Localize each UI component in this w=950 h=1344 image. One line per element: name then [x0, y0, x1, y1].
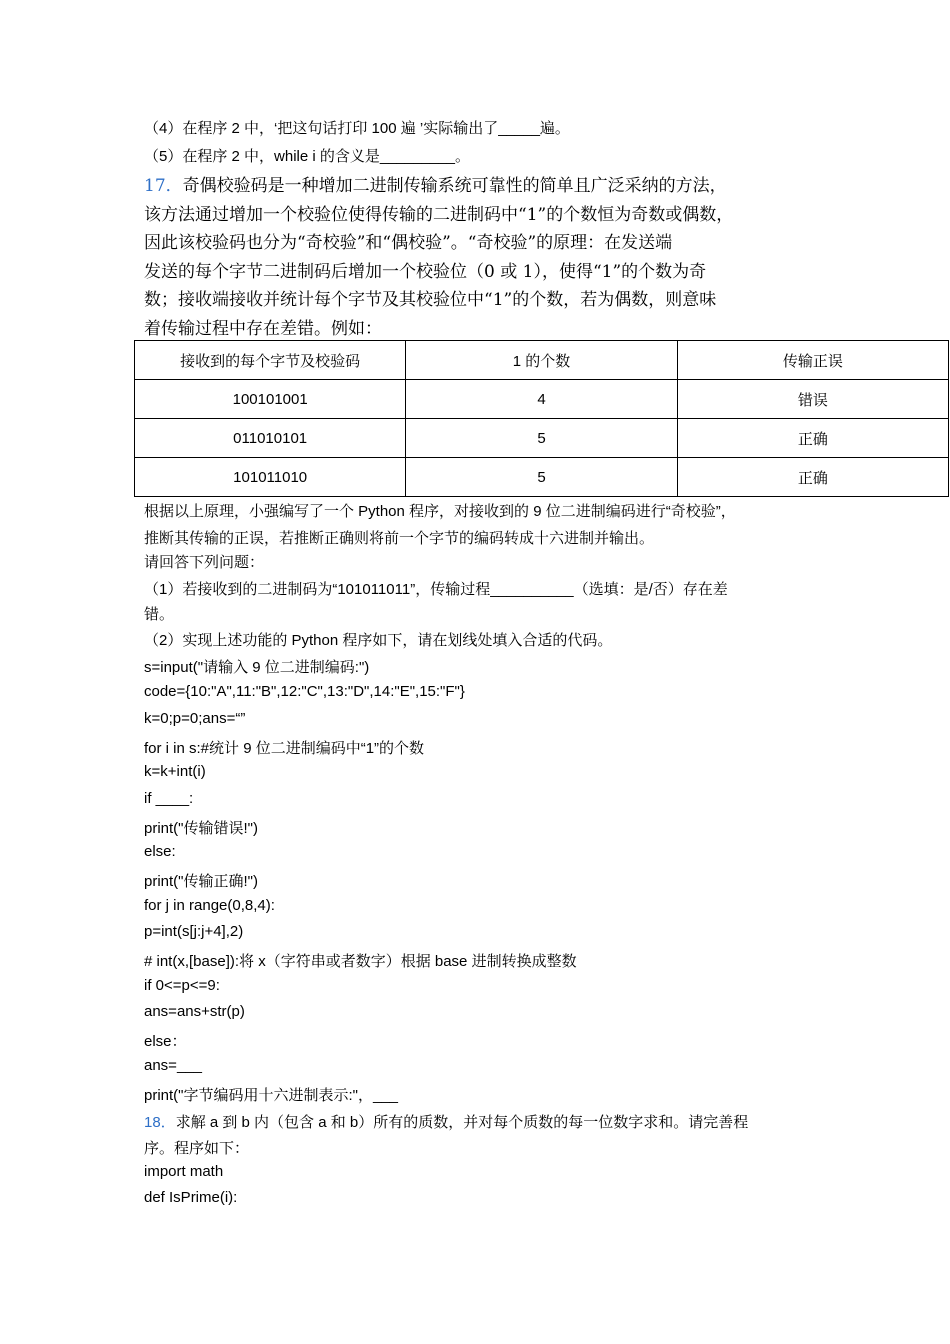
q18-intro-line: 序。程序如下：	[144, 1140, 250, 1157]
q17-text-line: 请回答下列问题：	[144, 554, 265, 571]
code-line: k=k+int(i)	[144, 763, 206, 780]
q17-intro-text: 奇偶校验码是一种增加二进制传输系统可靠性的简单且广泛采纳的方法，	[182, 176, 727, 196]
code-line: print("传输错误!")	[144, 820, 258, 837]
q17-text-line: 根据以上原理，小强编写了一个 Python 程序，对接收到的 9 位二进制编码进行“奇校验”，	[144, 503, 736, 520]
code-line: s=input("请输入 9 位二进制编码:")	[144, 659, 370, 676]
code-line: if 0<=p<=9:	[144, 977, 220, 994]
q18-intro-line	[144, 1111, 748, 1132]
table-cell: 101011010	[135, 458, 406, 497]
q17-number: 17．	[144, 176, 183, 196]
table-cell: 100101001	[135, 380, 406, 419]
code-line: ans=ans+str(p)	[144, 1003, 245, 1020]
q17-subquestion-1: （1）若接收到的二进制码为“101011011”，传输过程__________（选填：是/否）存在差	[144, 581, 728, 598]
table-header-cell: 传输正误	[677, 341, 948, 380]
table-header-cell: 接收到的每个字节及校验码	[135, 341, 406, 380]
code-line: for i in s:#统计 9 位二进制编码中“1”的个数	[144, 740, 425, 757]
code-line: if ____:	[144, 790, 194, 807]
table-cell: 4	[406, 380, 677, 419]
table-cell: 011010101	[135, 419, 406, 458]
q17-subquestion-2: （2）实现上述功能的 Python 程序如下，请在划线处填入合适的代码。	[144, 632, 613, 649]
q17-text-line: 推断其传输的正误，若推断正确则将前一个字节的编码转成十六进制并输出。	[144, 530, 655, 547]
table-row	[135, 419, 949, 458]
code-line: else：	[144, 1033, 187, 1050]
code-line: ans=___	[144, 1057, 202, 1074]
q17-text-line: 错。	[144, 606, 175, 623]
table-cell: 5	[406, 419, 677, 458]
table-row	[135, 458, 949, 497]
code-line: else:	[144, 843, 176, 860]
q17-intro-line: 因此该校验码也分为“奇校验”和“偶校验”。“奇校验”的原理：在发送端	[144, 233, 673, 253]
code-line: for j in range(0,8,4):	[144, 897, 275, 914]
q18-intro-text: 求解 a 到 b 内（包含 a 和 b）所有的质数，并对每个质数的每一位数字求和。请完善程	[175, 1114, 749, 1131]
code-line: print("传输正确!")	[144, 873, 258, 890]
code-line: def IsPrime(i):	[144, 1189, 238, 1206]
code-line: # int(x,[base]):将 x（字符串或者数字）根据 base 进制转换成整数	[144, 953, 577, 970]
q17-intro-line: 发送的每个字节二进制码后增加一个校验位（0 或 1），使得“1”的个数为奇	[144, 262, 707, 282]
q17-intro-line: 该方法通过增加一个校验位使得传输的二进制码中“1”的个数恒为奇数或偶数，	[144, 205, 734, 225]
table-header-row	[135, 341, 949, 380]
q17-intro-line: 数；接收端接收并统计每个字节及其校验位中“1”的个数，若为偶数，则意味	[144, 290, 717, 310]
code-line: print("字节编码用十六进制表示:"，___	[144, 1087, 399, 1104]
q17-intro-line	[144, 171, 727, 196]
q18-number: 18．	[144, 1114, 176, 1131]
code-line: code={10:"A",11:"B",12:"C",13:"D",14:"E",15:"F"}	[144, 683, 465, 700]
code-line: k=0;p=0;ans=“”	[144, 710, 246, 727]
q17-intro-line: 着传输过程中存在差错。例如：	[144, 319, 382, 339]
code-line: p=int(s[j:j+4],2)	[144, 923, 244, 940]
table-cell: 错误	[677, 380, 948, 419]
table-cell: 正确	[677, 458, 948, 497]
parity-example-table	[134, 340, 949, 497]
q16-part5: （5）在程序 2 中，while i 的含义是_________。	[144, 148, 470, 165]
table-header-cell: 1 的个数	[406, 341, 677, 380]
table-cell: 5	[406, 458, 677, 497]
q16-part4: （4）在程序 2 中，‘把这句话打印 100 遍 ’实际输出了_____遍。	[144, 120, 570, 137]
table-cell: 正确	[677, 419, 948, 458]
table-row	[135, 380, 949, 419]
code-line: import math	[144, 1163, 224, 1180]
